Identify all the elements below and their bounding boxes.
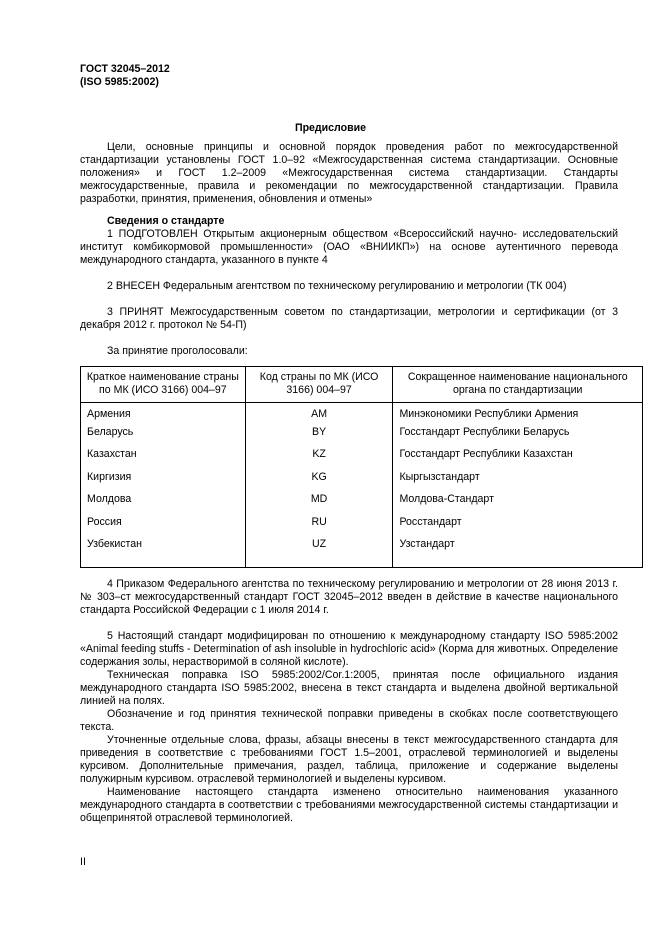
cell-country: Армения (81, 403, 246, 427)
cell-body: Госстандарт Республики Казахстан (393, 448, 643, 470)
header-code: Код страны по МК (ИСО 3166) 004–97 (245, 367, 393, 403)
voting-table (80, 366, 643, 568)
table-row (81, 538, 643, 568)
item-3-adopted: 3 ПРИНЯТ Межгосударственным советом по стандартизации, метрологии и сертификации (от 3 декабря 2012 г. протокол № 54-П) (80, 306, 618, 331)
table-row (81, 516, 643, 538)
item-4-order: 4 Приказом Федерального агентства по техническому регулированию и метрологии от 28 июня 2013 г. № 303–ст межгосударственный стандарт ГОСТ 32045–2012 введен в действие в качестве национального стандарта Российской Федерации с 1 июля 2014 г. (80, 578, 618, 616)
header-country: Краткое наименование страны по МК (ИСО 3166) 004–97 (81, 367, 246, 403)
cell-country: Молдова (81, 493, 246, 515)
cell-body: Молдова-Стандарт (393, 493, 643, 515)
cell-code: MD (245, 493, 393, 515)
cell-country: Узбекистан (81, 538, 246, 568)
table-row (81, 448, 643, 470)
table-row (81, 403, 643, 427)
standard-number: ГОСТ 32045–2012 (80, 63, 170, 75)
cell-code: BY (245, 426, 393, 448)
cell-country: Россия (81, 516, 246, 538)
cell-code: KZ (245, 448, 393, 470)
cell-country: Казахстан (81, 448, 246, 470)
table-row (81, 493, 643, 515)
cell-code: UZ (245, 538, 393, 568)
cell-country: Беларусь (81, 426, 246, 448)
page-title: Предисловие (294, 122, 367, 134)
item-5-modified: 5 Настоящий стандарт модифицирован по отношению к международному стандарту ISO 5985:2002 «Animal feeding stuffs - Determination of ash insoluble in hydrochloric acid» (Корма для животных. Определение содержания золы, нерастворимой в соляной кислоте). (80, 630, 618, 668)
table-header-row (81, 367, 643, 403)
cell-code: KG (245, 471, 393, 493)
info-heading: Сведения о стандарте (107, 215, 225, 227)
table-row (81, 426, 643, 448)
name-change-paragraph: Наименование настоящего стандарта изменено относительно наименования указанного международного стандарта в соответствии с требованиями межгосударственной системы стандартизации и общепринятой отраслевой терминологией. (80, 786, 618, 824)
cell-code: RU (245, 516, 393, 538)
cell-body: Госстандарт Республики Беларусь (393, 426, 643, 448)
page-number: II (80, 856, 86, 868)
item-2-submitted: 2 ВНЕСЕН Федеральным агентством по техническому регулированию и метрологии (ТК 004) (107, 280, 567, 292)
voted-label: За принятие проголосовали: (107, 345, 248, 357)
cell-code: AM (245, 403, 393, 427)
cell-body: Росстандарт (393, 516, 643, 538)
intro-paragraph: Цели, основные принципы и основной порядок проведения работ по межгосударственной стандартизации установлены ГОСТ 1.0–92 «Межгосударственная система стандартизации. Основные положения» и ГОСТ 1.2–2009 «Межгосударственная система стандартизации. Стандарты межгосударственные, правила и рекомендации по межгосударственной стандартизации. Правила разработки, принятия, применения, обновления и отмены» (80, 141, 618, 205)
cell-body: Кыргызстандарт (393, 471, 643, 493)
header-body: Сокращенное наименование национального органа по стандартизации (393, 367, 643, 403)
iso-reference: (ISO 5985:2002) (80, 76, 159, 88)
cell-body: Минэкономики Республики Армения (393, 403, 643, 427)
cell-body: Узстандарт (393, 538, 643, 568)
item-1-prepared: 1 ПОДГОТОВЛЕН Открытым акционерным обществом «Всероссийский научно- исследовательский институт комбикормовой промышленности» (ОАО «ВНИИКП») на основе аутентичного перевода международного стандарта, указанного в пункте 4 (80, 228, 618, 266)
designation-paragraph: Обозначение и год принятия технической поправки приведены в скобках после соответствующего текста. (80, 708, 618, 733)
technical-correction-paragraph: Техническая поправка ISO 5985:2002/Cor.1:2005, принятая после официального издания международного стандарта ISO 5985:2002, внесена в текст стандарта и выделена двойной вертикальной линией на полях. (80, 669, 618, 707)
table-row (81, 471, 643, 493)
refined-words-paragraph: Уточненные отдельные слова, фразы, абзацы внесены в текст межгосударственного стандарта для приведения в соответствие с требованиями ГОСТ 1.5–2001, отраслевой терминологией и выделены курсивом. Дополнительные примечания, раздел, таблица, приложение и содержание выделены полужирным курсивом. отраслевой терминологией и выделены курсивом. (80, 734, 618, 785)
standard-designation (80, 63, 170, 89)
cell-country: Киргизия (81, 471, 246, 493)
